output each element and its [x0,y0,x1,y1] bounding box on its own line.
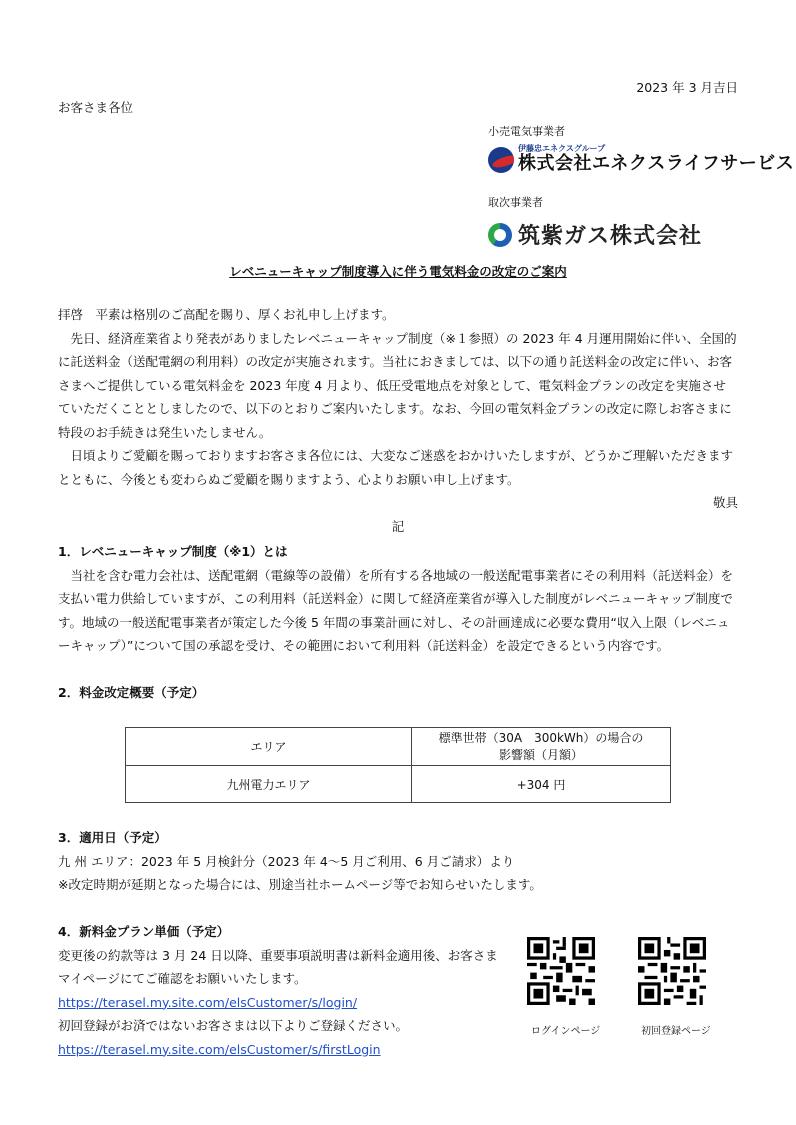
section-1-title: 1．レベニューキャップ制度（※1）とは [58,544,288,559]
login-qr-code-icon[interactable] [527,937,595,1005]
enex-emblem-icon [488,147,514,173]
section-3-line-2: ※改定時期が延期となった場合には、別途当社ホームページ等でお知らせいたします。 [58,877,542,892]
section-4-line-1: 変更後の約款等は 3 月 24 日以降、重要事項説明書は新料金適用後、お客さま [58,947,498,963]
section-3 [58,826,738,897]
retailer-group: 伊藤忠エネクスグループ [518,144,606,153]
addressee: お客さま各位 [58,100,134,115]
first-login-qr-code-icon[interactable] [638,937,706,1005]
agent-name: 筑紫ガス株式会社 [518,224,703,249]
table-header-row [126,728,671,766]
section-2-title: 2．料金改定概要（予定） [58,685,205,700]
section-3-line-1: 九 州 エリア：2023 年 5 月検針分（2023 年 4～5 月ご利用、6 月ご請求）より [58,853,515,869]
ki-mark: 記 [391,518,405,534]
paragraph-1: 先日、経済産業省より発表がありましたレベニューキャップ制度（※１参照）の 2023 年 4 月運用開始に伴い、全国的に託送料金（送配電網の利用料）の改定が実施されます。当社におきましては、以下の通り託送料金の改定に伴い、お客さまへご提供している電気料金を 2023 年度 4 月より、低圧受電地点を対象として、電気料金プランの改定を実施させていただくこととしましたので、以下のとおりご案内いたします。なお、今回の電気料金プランの改定に際しお客さまに特段のお手続きは発生いたしません。 [58,330,737,440]
cell-area: 九州電力エリア [126,766,412,803]
first-login-link[interactable]: https://terasel.my.site.com/elsCustomer/s/firstLogin [58,1041,381,1057]
document-date: 2023 年 3 月吉日 [636,80,738,95]
section-4-title: 4．新料金プラン単価（予定） [58,924,230,939]
table-row [126,766,671,803]
rate-table [125,727,671,803]
retailer-label: 小売電気事業者 [488,125,565,138]
first-login-qr-label: 初回登録ページ [641,1026,711,1037]
cell-impact: +304 円 [412,766,671,803]
chikushi-gas-emblem-icon [488,223,512,247]
agent-logo [488,219,702,250]
greeting: 拝啓 平素は格別のご高配を賜り、厚くお礼申し上げます。 [58,307,395,322]
document-title: レベニューキャップ制度導入に伴う電気料金の改定のご案内 [229,264,567,279]
login-link[interactable]: https://terasel.my.site.com/elsCustomer/s/login/ [58,994,358,1010]
section-2 [58,681,738,705]
paragraph-2: 日頃よりご愛顧を賜っておりますお客さま各位には、大変なご迷惑をおかけいたしますが、どうかご理解いただきますとともに、今後とも変わらぬご愛顧を賜りますよう、心よりお願い申し上げます。 [58,448,734,487]
header-area: エリア [126,728,412,766]
letter-body [58,303,738,538]
section-4 [58,920,518,1061]
closing: 敬具 [712,495,738,510]
section-3-title: 3．適用日（予定） [58,830,167,845]
section-1 [58,540,738,658]
section-1-body: 当社を含む電力会社は、送配電網（電線等の設備）を所有する各地域の一般送配電事業者にその利用料（託送料金）を支払い電力供給していますが、この利用料（託送料金）に関して経済産業省が導入した制度がレベニューキャップ制度です。地域の一般送配電事業者が策定した今後 5 年間の事業計画に対し、その計画達成に必要な費用“収入上限（レベニューキャップ）”について国の承認を受け、その範囲において利用料（託送料金）を設定できるという内容です。 [58,567,734,653]
login-qr-label: ログインページ [531,1026,601,1037]
section-4-line-2: マイページにてご確認をお願いいたします。 [58,971,307,986]
header-impact: 標準世帯（30A 300kWh）の場合の 影響額（月額） [412,728,671,766]
retailer-name: 株式会社エネクスライフサービス [518,153,795,174]
section-4-line-3: 初回登録がお済ではないお客さまは以下よりご登録ください。 [58,1018,409,1033]
retailer-logo [488,144,794,175]
agent-label: 取次事業者 [488,196,543,209]
